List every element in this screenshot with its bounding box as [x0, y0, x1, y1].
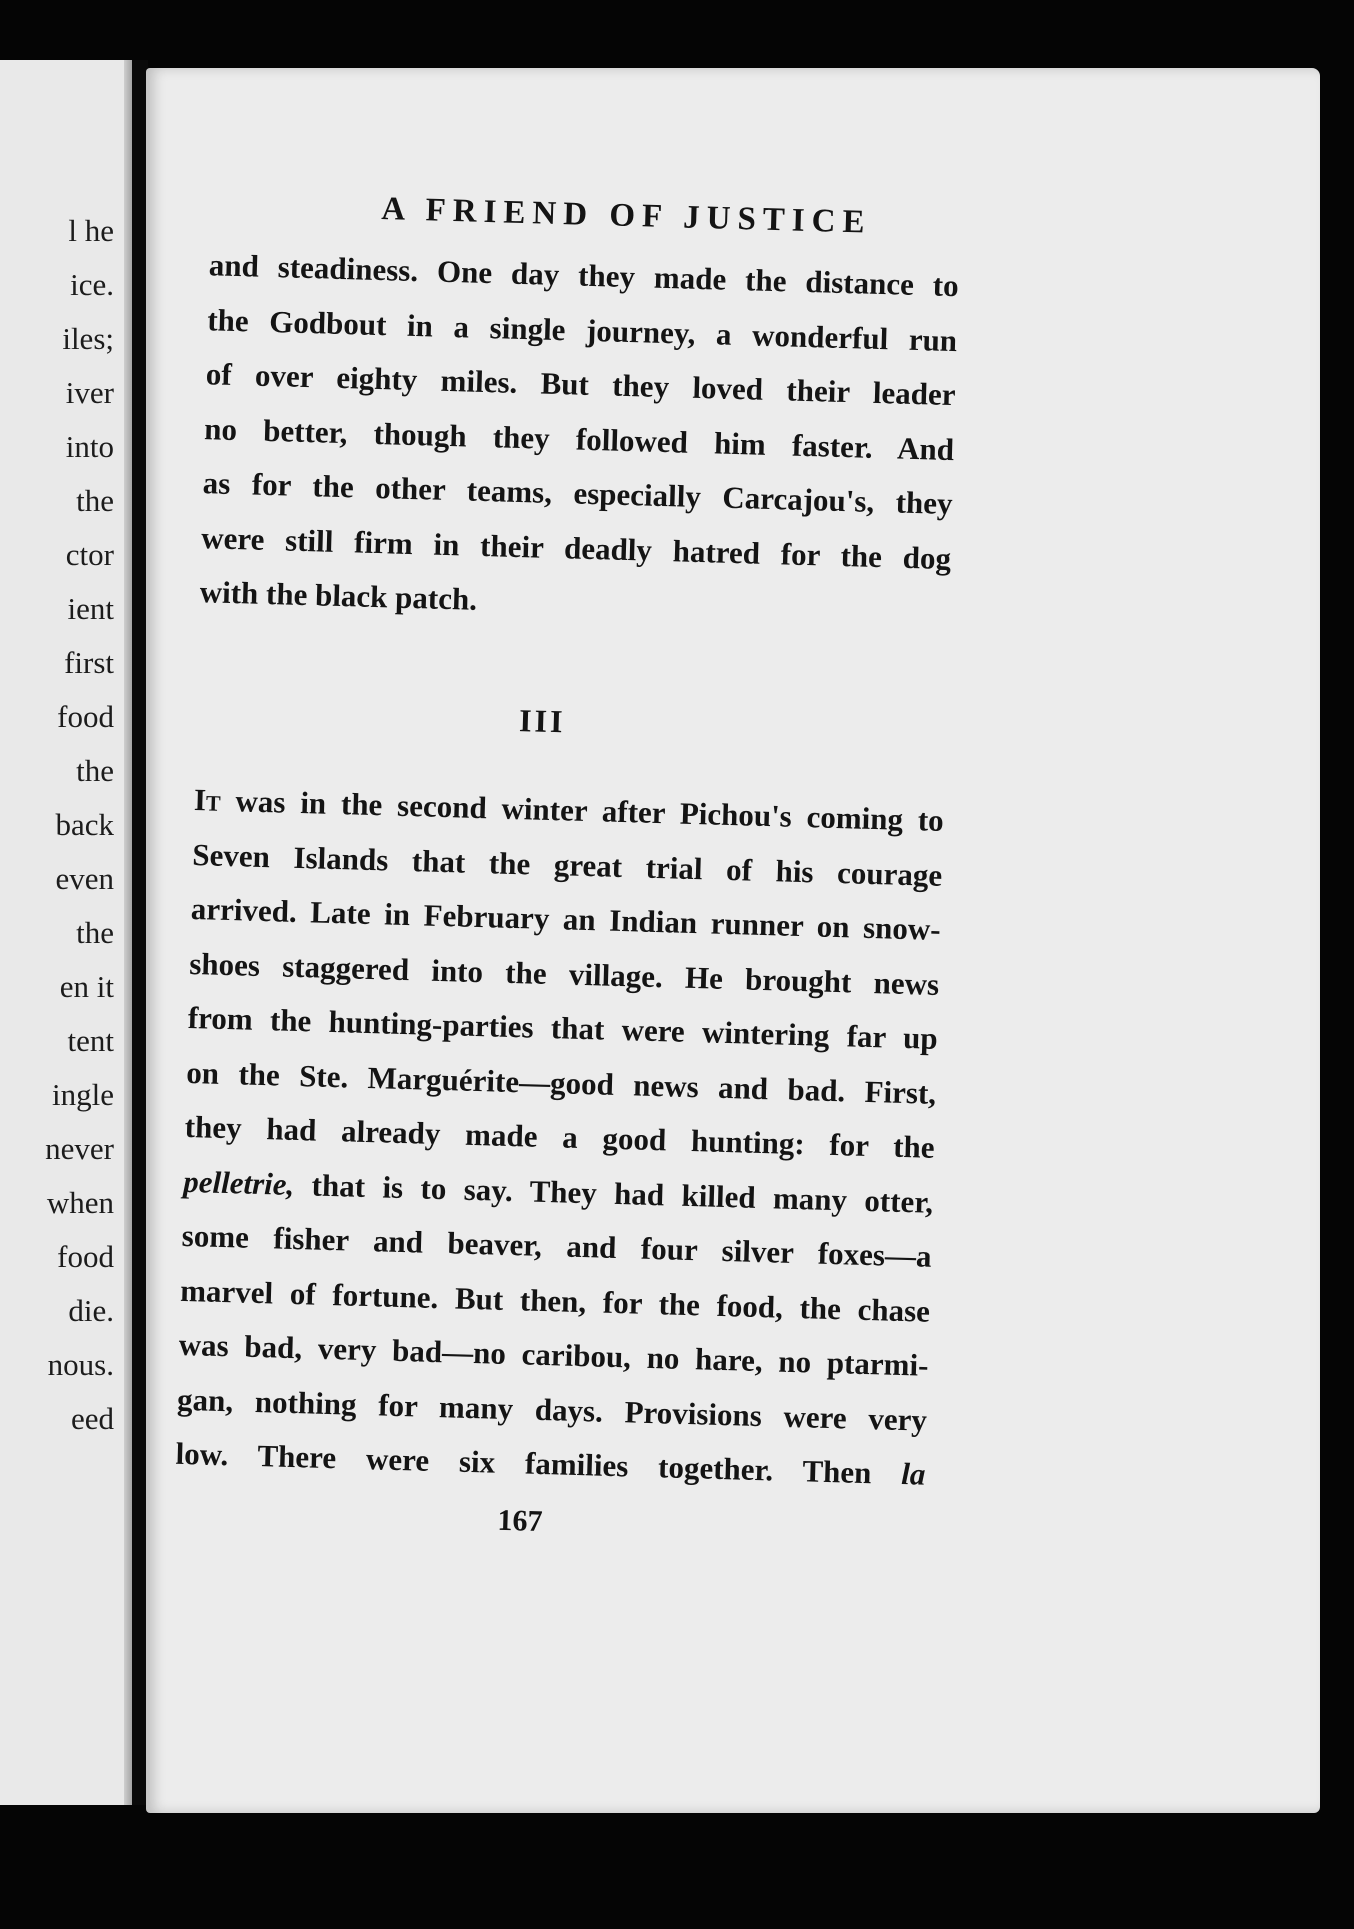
facing-line: into — [65, 429, 114, 464]
facing-line: food — [57, 1239, 114, 1274]
text-line: the Godbout in a single journey, a wonderful run — [206, 301, 958, 358]
facing-line: en it — [59, 969, 114, 1004]
facing-line: ctor — [65, 537, 114, 572]
facing-line: die. — [68, 1293, 114, 1328]
facing-line: ingle — [52, 1077, 114, 1112]
text-line: arrived. Late in February an Indian runner on snow- — [190, 890, 942, 947]
facing-page — [0, 60, 134, 1805]
facing-line: the — [76, 483, 114, 518]
book-page — [146, 68, 1320, 1813]
facing-line: l he — [68, 213, 114, 248]
facing-line: ient — [67, 591, 114, 626]
text-line: with the black patch. — [199, 574, 478, 617]
drop-word: It — [193, 782, 222, 818]
facing-line: food — [57, 699, 114, 734]
facing-line: the — [76, 753, 114, 788]
facing-line: ice. — [70, 267, 114, 302]
page-content — [112, 52, 1334, 1829]
text-run: was in the second winter after Pichou's coming to — [235, 783, 945, 838]
text-line: shoes staggered into the village. He brought news — [188, 945, 940, 1002]
facing-line: never — [45, 1131, 114, 1166]
text-line: on the Ste. Marguérite—good news and bad. First, — [185, 1054, 937, 1111]
italic-word: la — [900, 1456, 926, 1492]
paragraph-1 — [199, 238, 959, 640]
facing-line: first — [64, 645, 114, 680]
text-line: were still firm in their deadly hatred for the dog — [200, 519, 952, 576]
text-line: was bad, very bad—no caribou, no hare, no ptarmi- — [178, 1326, 929, 1383]
facing-line: iver — [65, 375, 114, 410]
facing-line: eed — [70, 1401, 114, 1436]
text-line: of over eighty miles. But they loved their leader — [205, 356, 957, 413]
text-line: Seven Islands that the great trial of his courage — [191, 836, 943, 893]
text-run: that is to say. They had killed many otter, — [311, 1166, 934, 1220]
text-line: as for the other teams, especially Carcajou's, they — [202, 465, 954, 522]
facing-line: even — [55, 861, 114, 896]
paragraph-2 — [175, 773, 944, 1502]
facing-line: tent — [67, 1023, 114, 1058]
text-line: some fisher and beaver, and four silver foxes—a — [181, 1217, 933, 1274]
page-number: 167 — [497, 1503, 543, 1539]
text-line: they had already made a good hunting: for the — [184, 1108, 936, 1165]
text-run: low. There were six families together. Then — [175, 1435, 872, 1491]
text-line: gan, nothing for many days. Provisions were very — [176, 1381, 928, 1438]
italic-word: pelletrie, — [182, 1163, 295, 1202]
text-line: and steadiness. One day they made the distance to — [208, 247, 960, 304]
text-line: marvel of fortune. But then, for the food, the chase — [179, 1272, 931, 1329]
facing-line: when — [46, 1185, 114, 1220]
running-head: A FRIEND OF JUSTICE — [380, 191, 872, 241]
section-heading: III — [518, 702, 566, 740]
text-line: no better, though they followed him faster. And — [203, 410, 955, 467]
text-line: from the hunting-parties that were wintering far up — [187, 999, 939, 1056]
facing-line: iles; — [62, 321, 114, 356]
facing-line: back — [55, 807, 114, 842]
facing-line: nous. — [47, 1347, 114, 1382]
facing-line: the — [76, 915, 114, 950]
